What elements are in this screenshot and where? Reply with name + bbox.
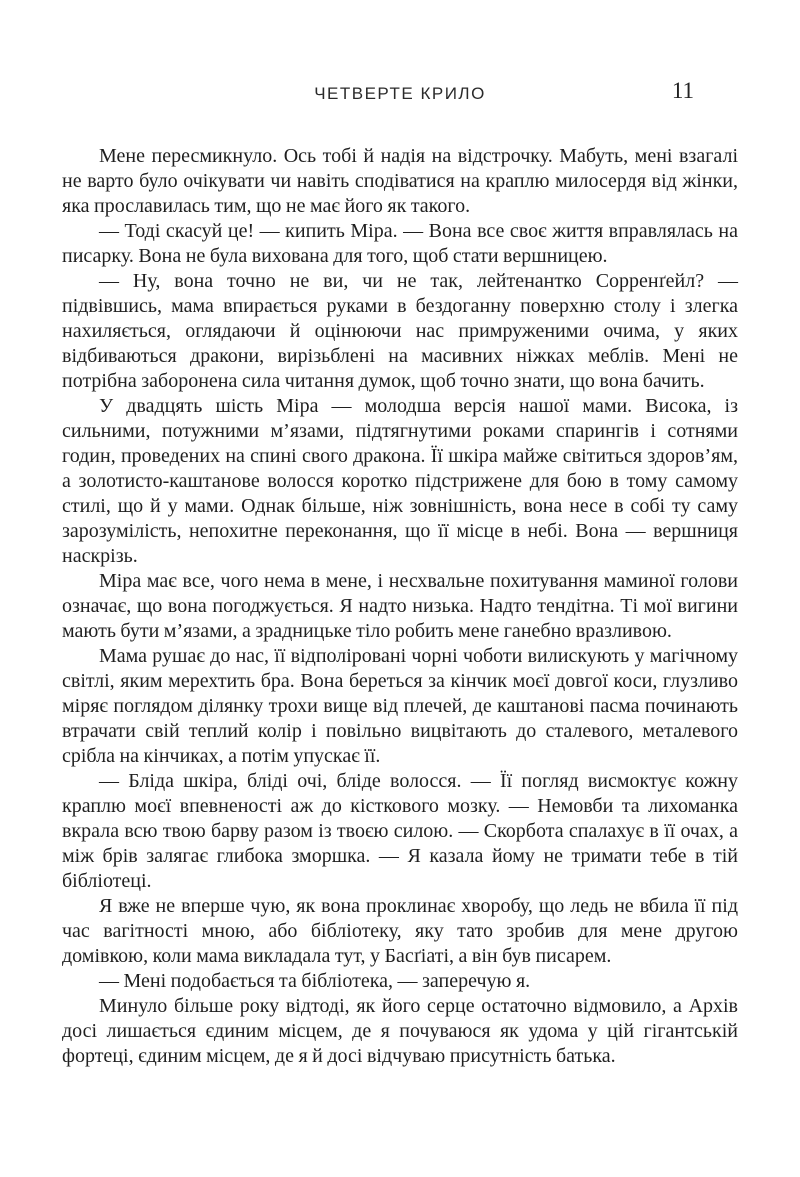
paragraph: Міра має все, чого нема в мене, і несхвальне похитування маминої голови означає, що вона погоджується. Я надто низька. Надто тендітна. Ті мої вигини мають бути м’язами, а зрадницьке тіло робить мене ганебно вразливою.: [62, 570, 738, 642]
paragraph-dialogue: — Бліда шкіра, бліді очі, бліде волосся. — Її погляд висмоктує кожну краплю моєї впевненості аж до кісткового мозку. — Немовби та лихоманка вкрала всю твою барву разом із твоєю силою. — Скорбота спалахує в її очах, а між брів залягає глибока зморшка. — Я казала йому не тримати тебе в тій бібліотеці.: [62, 770, 738, 892]
paragraph-dialogue: — Тоді скасуй це! — кипить Міра. — Вона все своє життя вправлялась на писарку. Вона не була вихована для того, щоб стати вершницею.: [62, 220, 738, 267]
paragraph: Я вже не вперше чую, як вона проклинає хворобу, що ледь не вбила її під час вагітності мною, або бібліотеку, яку тато зробив для мене другою домівкою, коли мама викладала тут, у Басґіаті, а він був писарем.: [62, 895, 738, 967]
page-number: 11: [671, 78, 694, 103]
running-title: ЧЕТВЕРТЕ КРИЛО: [314, 84, 486, 103]
paragraph: Мама рушає до нас, її відполіровані чорні чоботи вилискують у магічному світлі, яким мерехтить бра. Вона береться за кінчик моєї довгої коси, глузливо міряє поглядом ділянку трохи вище від плечей, де каштанові пасма починають втрачати свій теплий колір і повільно вицвітають до сталевого, металевого срібла на кінчиках, а потім упускає її.: [62, 645, 738, 767]
paragraph: Минуло більше року відтоді, як його серце остаточно відмовило, а Архів досі лишається єдиним місцем, де я почуваюся як удома у цій гігантській фортеці, єдиним місцем, де я й досі відчуваю присутність батька.: [62, 995, 738, 1067]
paragraph: У двадцять шість Міра — молодша версія нашої мами. Висока, із сильними, потужними м’язами, підтягнутими роками спарингів і сотнями годин, проведених на спині свого дракона. Її шкіра майже світиться здоров’ям, а золотисто-каштанове волосся коротко підстрижене для бою в тому самому стилі, що й у мами. Однак більше, ніж зовнішність, вона несе в собі ту саму зарозумілість, непохитне переконання, що її місце в небі. Вона — вершниця наскрізь.: [62, 395, 738, 567]
paragraph-dialogue: — Ну, вона точно не ви, чи не так, лейтенантко Сорренґейл? — підвівшись, мама впирається руками в бездоганну поверхню столу і злегка нахиляється, оглядаючи й оцінюючи нас примруженими очима, у яких відбиваються дракони, вирізьблені на масивних ніжках меблів. Мені не потрібна заборонена сила читання думок, щоб точно знати, що вона бачить.: [62, 270, 738, 392]
paragraph: Мене пересмикнуло. Ось тобі й надія на відстрочку. Мабуть, мені взагалі не варто було очікувати чи навіть сподіватися на краплю милосердя від жінки, яка прославилась тим, що не має його як такого.: [62, 145, 738, 217]
paragraph-dialogue: — Мені подобається та бібліотека, — заперечую я.: [99, 970, 531, 992]
body-text: [62, 144, 738, 1069]
running-head: [62, 78, 738, 106]
